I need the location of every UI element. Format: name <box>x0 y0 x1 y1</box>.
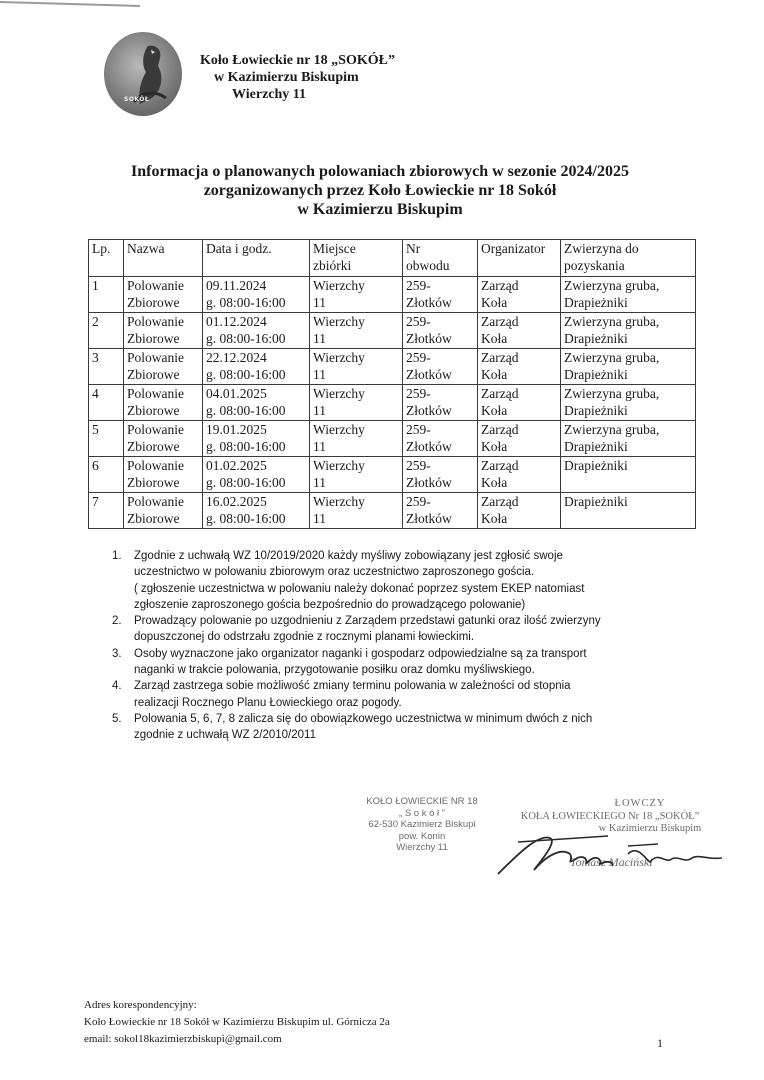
header-date: Data i godz. <box>203 240 310 277</box>
cell-place: Wierzchy 11 <box>310 385 403 421</box>
cell-date: 19.01.2025 g. 08:00-16:00 <box>203 421 310 457</box>
table-row <box>89 385 696 421</box>
org-location-line: w Kazimierzu Biskupim <box>214 70 359 85</box>
org-name-line: Koło Łowieckie nr 18 „SOKÓŁ” <box>200 53 395 68</box>
note-text-line: naganki w trakcie polowania, przygotowanie posiłku oraz domku myśliwskiego. <box>134 664 535 677</box>
note-text-line: Zarząd zastrzega sobie możliwość zmiany terminu polowania w zależności od stopnia <box>134 680 571 693</box>
note-text-line: Zgodnie z uchwałą WZ 10/2019/2020 każdy myśliwy zobowiązany jest zgłosić swoje <box>134 550 563 562</box>
note-number: 5. <box>112 712 122 725</box>
cell-organizer: Zarząd Koła <box>478 421 561 457</box>
title-line: w Kazimierzu Biskupim <box>297 201 463 218</box>
table-row <box>89 457 696 493</box>
cell-name: Polowanie Zbiorowe <box>124 457 203 493</box>
cell-date: 22.12.2024 g. 08:00-16:00 <box>203 349 310 385</box>
note-text-line: dopuszczonej do odstrzału zgodnie z rocznymi planami łowieckimi. <box>134 631 475 644</box>
letterhead <box>104 32 664 122</box>
org-address-line: Wierzchy 11 <box>232 87 307 102</box>
cell-date: 01.12.2024 g. 08:00-16:00 <box>203 313 310 349</box>
stamp-line: KOŁA ŁOWIECKIEGO Nr 18 „SOKÓŁ” <box>520 810 700 822</box>
cell-place: Wierzchy 11 <box>310 277 403 313</box>
hunt-schedule-table <box>88 239 696 529</box>
note-number: 4. <box>112 680 122 693</box>
cell-lp: 6 <box>89 457 124 493</box>
document-title <box>70 162 690 219</box>
cell-district: 259- Złotków <box>403 457 478 493</box>
cell-district: 259- Złotków <box>403 349 478 385</box>
stamp-line: 62-530 Kazimierz Biskupi <box>368 819 476 830</box>
stamp-line: KOŁO ŁOWIECKIE NR 18 <box>366 796 478 807</box>
note-number: 3. <box>112 647 122 660</box>
header-game: Zwierzyna do pozyskania <box>561 240 696 277</box>
cell-game: Drapieżniki <box>561 493 696 529</box>
cell-district: 259- Złotków <box>403 277 478 313</box>
cell-organizer: Zarząd Koła <box>478 349 561 385</box>
cell-game: Zwierzyna gruba, Drapieżniki <box>561 421 696 457</box>
header-place: Miejsce zbiórki <box>310 240 403 277</box>
table-header-row <box>89 240 696 277</box>
scan-artifact-line <box>0 0 150 8</box>
title-line: zorganizowanych przez Koło Łowieckie nr 18 Sokół <box>203 182 557 199</box>
footer-label: Adres korespondencyjny: <box>84 999 197 1011</box>
organization-name <box>200 52 395 103</box>
cell-district: 259- Złotków <box>403 313 478 349</box>
note-text-line: Prowadzący polowanie po uzgodnieniu z Zarządem przedstawi gatunki oraz ilość zwierzyny <box>134 615 601 628</box>
note-text-line: uczestnictwo w polowaniu zbiorowym oraz uczestnictwo zaproszonego gościa. <box>134 566 535 579</box>
note-number: 2. <box>112 615 122 628</box>
table-row <box>89 313 696 349</box>
note-item <box>112 646 672 679</box>
note-text-line: ( zgłoszenie uczestnictwa w polowaniu należy dokonać poprzez system EKEP natomiast <box>134 582 585 595</box>
cell-game: Zwierzyna gruba, Drapieżniki <box>561 277 696 313</box>
header-organizer: Organizator <box>478 240 561 277</box>
cell-lp: 1 <box>89 277 124 313</box>
stamp-line: ŁOWCZY <box>614 798 666 809</box>
cell-name: Polowanie Zbiorowe <box>124 421 203 457</box>
cell-district: 259- Złotków <box>403 385 478 421</box>
note-item <box>112 678 672 711</box>
title-line: Informacja o planowanych polowaniach zbiorowych w sezonie 2024/2025 <box>131 163 629 180</box>
notes-list <box>112 548 672 744</box>
cell-place: Wierzchy 11 <box>310 313 403 349</box>
cell-game: Zwierzyna gruba, Drapieżniki <box>561 313 696 349</box>
page-number: 1 <box>657 1036 663 1050</box>
cell-game: Zwierzyna gruba, Drapieżniki <box>561 349 696 385</box>
cell-name: Polowanie Zbiorowe <box>124 349 203 385</box>
cell-organizer: Zarząd Koła <box>478 277 561 313</box>
note-number: 1. <box>112 550 122 562</box>
cell-organizer: Zarząd Koła <box>478 457 561 493</box>
stamp-line: Wierzchy 11 <box>396 842 448 853</box>
cell-date: 09.11.2024 g. 08:00-16:00 <box>203 277 310 313</box>
cell-lp: 2 <box>89 313 124 349</box>
cell-district: 259- Złotków <box>403 421 478 457</box>
note-item <box>112 548 672 613</box>
cell-name: Polowanie Zbiorowe <box>124 385 203 421</box>
cell-place: Wierzchy 11 <box>310 421 403 457</box>
note-text-line: zgodnie z uchwałą WZ 2/2010/2011 <box>134 729 316 742</box>
header-lp: Lp. <box>89 240 124 277</box>
cell-place: Wierzchy 11 <box>310 457 403 493</box>
cell-place: Wierzchy 11 <box>310 349 403 385</box>
table-row <box>89 421 696 457</box>
table-row <box>89 493 696 529</box>
cell-game: Drapieżniki <box>561 457 696 493</box>
cell-lp: 7 <box>89 493 124 529</box>
cell-date: 16.02.2025 g. 08:00-16:00 <box>203 493 310 529</box>
cell-organizer: Zarząd Koła <box>478 385 561 421</box>
note-item <box>112 711 672 744</box>
cell-lp: 3 <box>89 349 124 385</box>
cell-date: 04.01.2025 g. 08:00-16:00 <box>203 385 310 421</box>
note-text-line: Polowania 5, 6, 7, 8 zalicza się do obowiązkowego uczestnictwa w minimum dwóch z nich <box>134 712 593 725</box>
note-item <box>112 613 672 646</box>
table-row <box>89 349 696 385</box>
footer-email: email: sokol18kazimierzbiskupi@gmail.com <box>84 1033 282 1045</box>
logo-lettering: SOKÓŁ <box>124 96 150 103</box>
correspondence-address <box>84 997 604 1048</box>
stamp-line: w Kazimierzu Biskupim <box>598 823 702 834</box>
header-name: Nazwa <box>124 240 203 277</box>
footer-address: Koło Łowieckie nr 18 Sokół w Kazimierzu Biskupim ul. Górnicza 2a <box>84 1016 390 1028</box>
cell-game: Zwierzyna gruba, Drapieżniki <box>561 385 696 421</box>
falcon-icon <box>104 32 182 116</box>
cell-lp: 5 <box>89 421 124 457</box>
cell-organizer: Zarząd Koła <box>478 493 561 529</box>
cell-name: Polowanie Zbiorowe <box>124 277 203 313</box>
cell-name: Polowanie Zbiorowe <box>124 493 203 529</box>
stamp-line: „ S o k ó ł ” <box>399 807 445 819</box>
club-logo <box>104 32 182 116</box>
cell-organizer: Zarząd Koła <box>478 313 561 349</box>
stamp-name: Tomasz Maciński <box>570 855 653 869</box>
header-district: Nr obwodu <box>403 240 478 277</box>
table-row <box>89 277 696 313</box>
cell-lp: 4 <box>89 385 124 421</box>
cell-name: Polowanie Zbiorowe <box>124 313 203 349</box>
club-stamp <box>352 796 492 854</box>
note-text-line: realizacji Rocznego Planu Łowieckiego oraz pogody. <box>134 696 402 709</box>
note-text-line: Osoby wyznaczone jako organizator naganki i gospodarz odpowiedzialne są za transport <box>134 647 587 660</box>
stamp-line: pow. Konin <box>398 830 446 842</box>
cell-district: 259- Złotków <box>403 493 478 529</box>
cell-place: Wierzchy 11 <box>310 493 403 529</box>
note-text-line: zgłoszenie zaproszonego gościa bezpośrednio do prowadzącego polowanie) <box>134 598 526 611</box>
handwritten-signature <box>478 824 728 884</box>
cell-date: 01.02.2025 g. 08:00-16:00 <box>203 457 310 493</box>
